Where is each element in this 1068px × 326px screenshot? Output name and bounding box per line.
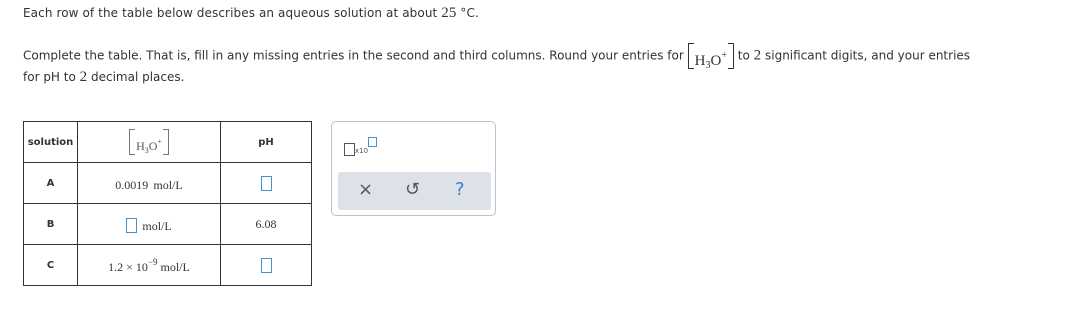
answer-tools-panel [331,121,496,216]
row-c-mantissa: 1.2 [108,259,124,274]
left-bracket [688,43,694,69]
row-c-base: 10 [135,259,148,274]
h3o-header-symbol [129,129,169,155]
times-sign: × [126,259,133,274]
row-b-ph [221,204,312,245]
row-c-exponent: −9 [147,256,158,267]
instructions-ph: for pH to [23,70,76,84]
species-charge: + [157,137,162,146]
row-a-h3o [78,163,221,204]
row-a-ph [221,163,312,204]
solution-table [23,121,312,286]
right-bracket [728,43,734,69]
help-icon[interactable]: ? [455,179,465,200]
table-row [24,163,312,204]
sig-digits-value: 2 [753,47,762,64]
instructions-decimal: decimal places. [90,70,185,84]
instructions-text: Complete the table. That is, fill in any missing entries in the second and third columns. Round your entries for [23,48,684,63]
scientific-notation-button[interactable] [344,137,374,157]
row-c-ph-input[interactable] [261,258,272,273]
row-a-ph-input[interactable] [261,176,272,191]
species-subscript: 3 [144,146,149,155]
row-b-ph-value: 6.08 [255,216,277,231]
header-solution: solution [24,122,78,163]
intro-line-1 [23,5,479,22]
species-o: O [710,53,722,69]
row-a-label: A [24,163,78,204]
species-h: H [136,139,145,153]
x10-label: x10 [355,147,369,155]
species-h: H [694,53,706,69]
temperature-value: 25 [441,5,457,21]
row-a-h3o-unit: mol/L [153,177,183,192]
right-bracket [163,129,169,155]
temperature-unit: °C. [460,6,479,20]
species-charge: + [721,50,727,61]
intro-line-3 [23,69,184,86]
table-row [24,245,312,286]
table-header-row [24,122,312,163]
species-subscript: 3 [705,60,711,71]
header-ph: pH [221,122,312,163]
instructions-sig-digits: significant digits, and your entries [764,48,971,63]
row-c-h3o [78,245,221,286]
table-row [24,204,312,245]
header-h3o [78,122,221,163]
species-o: O [148,139,158,153]
row-c-ph [221,245,312,286]
row-c-h3o-value [108,256,160,274]
row-b-h3o-input[interactable] [126,218,137,233]
row-b-h3o-unit: mol/L [142,218,172,233]
row-c-h3o-unit: mol/L [160,259,190,274]
intro-line-2 [23,43,970,69]
instructions-to: to [737,48,750,63]
panel-toolbar [338,172,491,210]
intro-text: Each row of the table below describes an aqueous solution at about [23,6,438,20]
exponent-box-icon [368,137,377,147]
row-b-h3o [78,204,221,245]
h3o-concentration-symbol [688,43,734,69]
row-b-label: B [24,204,78,245]
clear-icon[interactable]: × [358,179,374,200]
undo-icon[interactable]: ↺ [405,179,421,200]
left-bracket [129,129,135,155]
row-a-h3o-value: 0.0019 [115,177,149,192]
mantissa-box-icon [344,143,355,156]
decimal-places-value: 2 [79,69,88,85]
row-c-label: C [24,245,78,286]
